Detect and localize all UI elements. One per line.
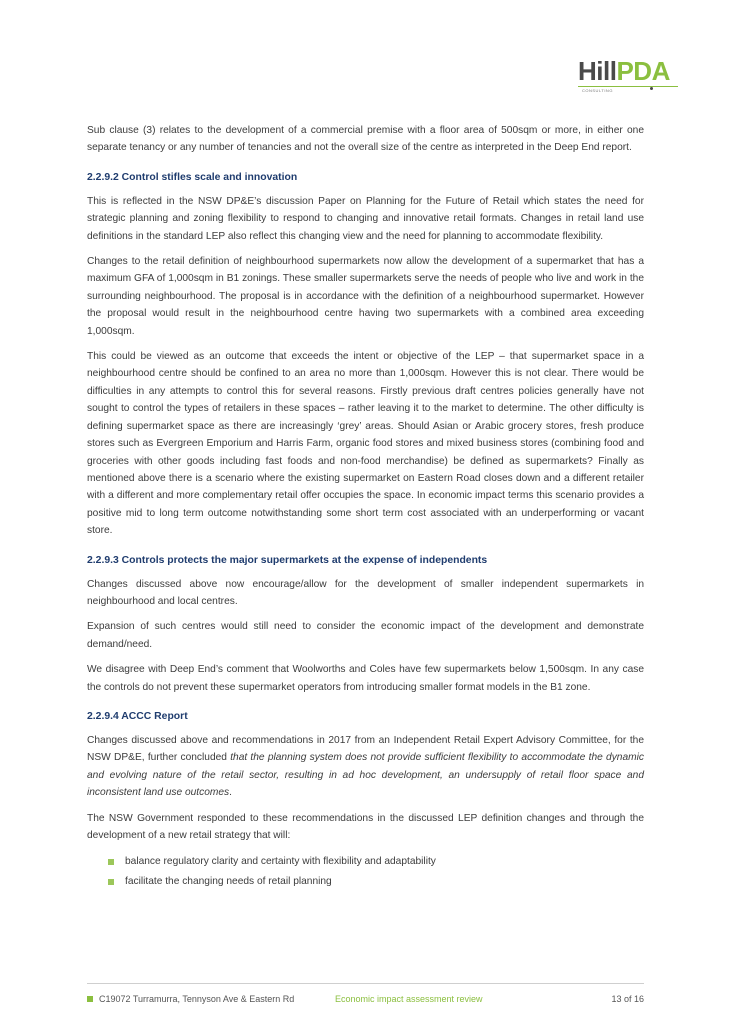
logo-dot [650,87,653,90]
bullet-square-icon [108,859,114,865]
quoted-conclusion: that the planning system does not provide sufficient flexibility to accommodate the dynamic and evolving nature of the retail sector, resulting in ad hoc development, an undersupply of retail floor space and inconsistent land use outcomes [87,752,644,799]
paragraph: The NSW Government responded to these recommendations in the discussed LEP definition changes and through the development of a new retail strategy that will: [87,812,644,841]
list-item-text: facilitate the changing needs of retail planning [125,876,332,888]
paragraph: We disagree with Deep End’s comment that Woolworths and Coles have few supermarkets below 1,500sqm. In any case the controls do not prevent these supermarket operators from introducing smaller format models in the B1 zone. [87,664,644,693]
footer-square-icon [87,996,93,1002]
paragraph: This is reflected in the NSW DP&E’s discussion Paper on Planning for the Future of Retail which states the need for strategic planning and zoning flexibility to respond to changing and innovative retail formats. Changes in retail land use definitions in the standard LEP also reflect this changing view and the need for planning to accommodate flexibility. [87,195,644,242]
bullet-list [87,852,644,892]
footer-document-title: Economic impact assessment review [335,994,483,1004]
list-item [87,852,644,872]
page-number: 13 of 16 [611,994,644,1004]
section-heading: 2.2.9.3 Controls protects the major supermarkets at the expense of independents [87,554,488,566]
page-footer [87,992,644,1006]
section-heading: 2.2.9.2 Control stifles scale and innovation [87,171,298,183]
logo-rule [578,86,678,87]
paragraph: Expansion of such centres would still need to consider the economic impact of the development and demonstrate demand/need. [87,621,644,650]
paragraph: Changes to the retail definition of neighbourhood supermarkets now allow the development of a supermarket that has a maximum GFA of 1,000sqm in B1 zonings. These smaller supermarkets serve the needs of people who live and work in the surrounding neighbourhood. The proposal is in accordance with the definition of a neighbourhood supermarket. However the proposal would result in the neighbourhood centre having two supermarkets with a combined area exceeding 1,000sqm. [87,256,644,337]
document-body [87,122,644,892]
bullet-square-icon [108,879,114,885]
logo-subtitle: CONSULTING [582,88,613,93]
paragraph: Sub clause (3) relates to the development of a commercial premise with a floor area of 500sqm or more, in either one separate tenancy or any number of tenancies and not the overall size of the centre as interpreted in the Deep End report. [87,125,644,154]
paragraph-text: . [229,787,232,799]
section-heading: 2.2.9.4 ACCC Report [87,710,188,722]
paragraph: Changes discussed above now encourage/allow for the development of smaller independent supermarkets in neighbourhood and local centres. [87,578,644,607]
logo-part-hill: Hill [578,56,617,86]
logo-part-pda: PDA [616,56,670,86]
hillpda-logo [578,58,678,94]
paragraph [87,732,644,802]
paragraph-text: Changes discussed above and recommendations in 2017 from an Independent Retail Expert Advisory Committee, for the NSW DP&E, further concluded [87,734,644,764]
footer-project-ref: C19072 Turramurra, Tennyson Ave & Eastern Rd [99,994,295,1004]
list-item-text: balance regulatory clarity and certainty with flexibility and adaptability [125,856,436,868]
paragraph: This could be viewed as an outcome that exceeds the intent or objective of the LEP – that supermarket space in a neighbourhood centre should be confined to an area no more than 1,000sqm. However this is not clear. There would be difficulties in any attempts to control this for several reasons. Firstly previous draft centres policies generally have not sought to control the types of retailers in these spaces – rather leaving it to the market to determine. The other difficulty is defining supermarket space as there are increasingly ‘grey’ areas. Should Asian or Arabic grocery stores, fresh produce stores such as Evergreen Emporium and Harris Farm, organic food stores and mixed business stores (combining food and groceries with other goods including fast foods and non-food merchandise) be defined as supermarkets? Finally as mentioned above there is a scenario where the existing supermarket on Eastern Road closes down and a different retailer with a different and more complementary retail offer occupies the space. In economic impact terms this scenario provides a positive mid to long term outcome notwithstanding some short term cost associated with an underperforming or vacant store. [87,351,644,537]
logo-wordmark [578,58,678,84]
list-item [87,872,644,892]
footer-divider [87,983,644,984]
